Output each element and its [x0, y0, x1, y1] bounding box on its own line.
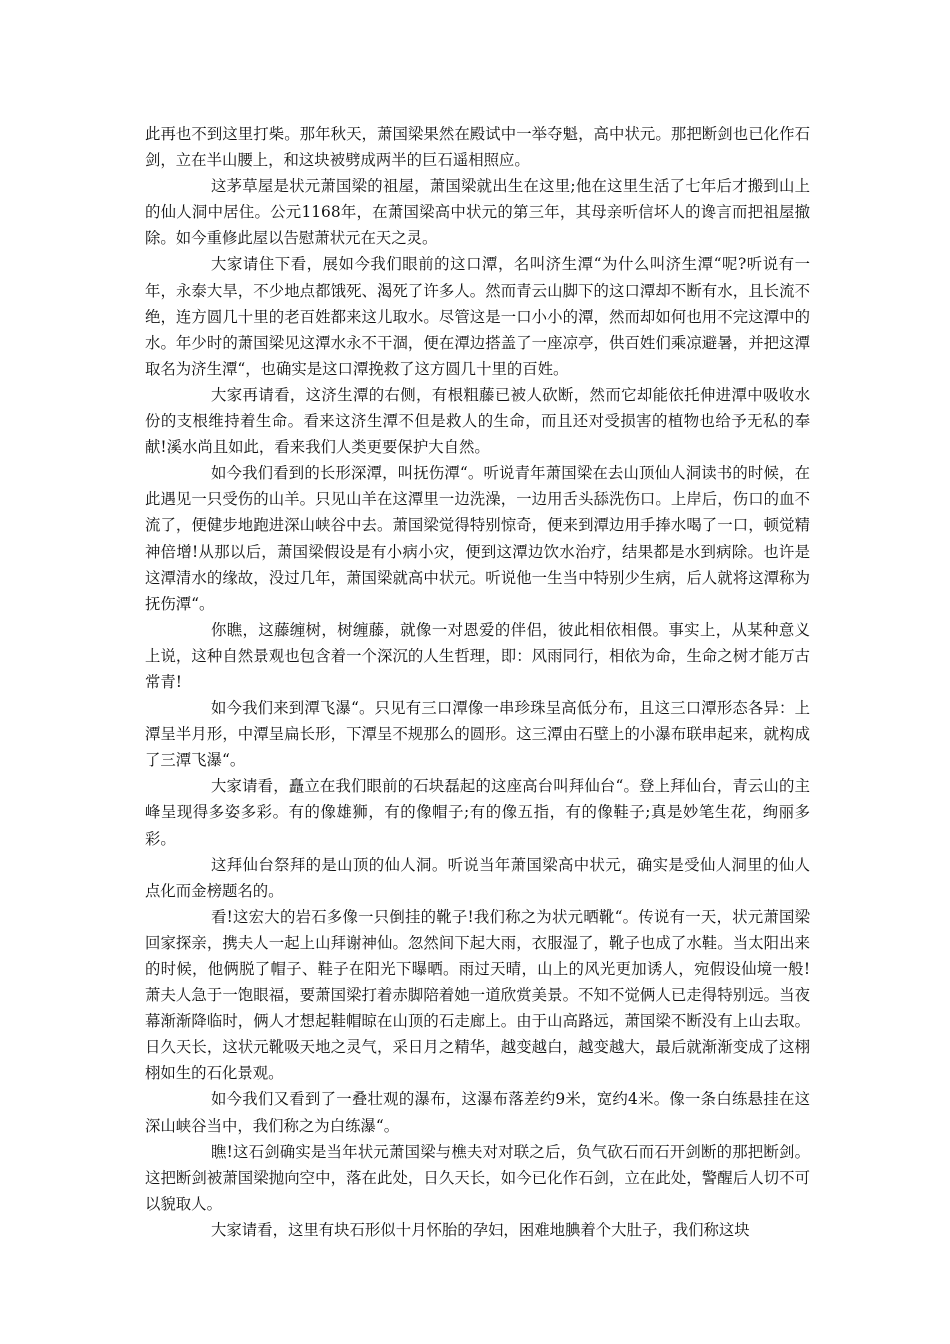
paragraph-6: 你瞧，这藤缠树，树缠藤，就像一对恩爱的伴侣，彼此相依相偎。事实上，从某种意义上说，这种自然景观也包含着一个深沉的人生哲理，即：风雨同行，相依为命，生命之树才能万古常青!	[145, 620, 810, 691]
paragraph-13: 大家请看，这里有块石形似十月怀胎的孕妇，困难地腆着个大肚子，我们称这块	[211, 1220, 750, 1239]
paragraph-4: 大家再请看，这济生潭的右侧，有根粗藤已被人砍断，然而它却能依托伸进潭中吸收水份的支根维持着生命。看来这济生潭不但是救人的生命，而且还对受损害的植物也给予无私的奉献!溪水尚且如此，看来我们人类更要保护大自然。	[145, 385, 810, 457]
paragraph-7: 如今我们来到潭飞瀑“。只见有三口潭像一串珍珠呈高低分布，且这三口潭形态各异：上潭呈半月形，中潭呈扁长形，下潭呈不规那么的圆形。这三潭由石壁上的小瀑布联串起来，就构成了三潭飞瀑“。	[145, 699, 810, 770]
document-body	[145, 121, 810, 1243]
paragraph-1: 此再也不到这里打柴。那年秋天，萧国梁果然在殿试中一举夺魁，高中状元。那把断剑也已化作石剑，立在半山腰上，和这块被劈成两半的巨石遥相照应。	[145, 125, 810, 170]
paragraph-3: 大家请住下看，展如今我们眼前的这口潭，名叫济生潭“为什么叫济生潭“呢?听说有一年，永泰大旱，不少地点都饿死、渴死了许多人。然而青云山脚下的这口潭却不断有水，且长流不绝，连方圆几十里的老百姓都来这儿取水。尽管这是一口小小的潭，然而却如何也用不完这潭中的水。年少时的萧国梁见这潭水永不干涸，便在潭边搭盖了一座凉亭，供百姓们乘凉避暑，并把这潭取名为济生潭“，也确实是这口潭挽救了这方圆几十里的百姓。	[145, 255, 810, 378]
paragraph-12: 瞧!这石剑确实是当年状元萧国梁与樵夫对对联之后，负气砍石而石开剑断的那把断剑。这把断剑被萧国梁抛向空中，落在此处，日久天长，如今已化作石剑，立在此处，警醒后人切不可以貌取人。	[145, 1142, 810, 1213]
paragraph-10: 看!这宏大的岩石多像一只倒挂的靴子!我们称之为状元晒靴“。传说有一天，状元萧国梁回家探亲，携夫人一起上山拜谢神仙。忽然间下起大雨，衣服湿了，靴子也成了水鞋。当太阳出来的时候，他俩脱了帽子、鞋子在阳光下曝晒。雨过天晴，山上的风光更加诱人，宛假设仙境一般!萧夫人急于一饱眼福，要萧国梁打着赤脚陪着她一道欣赏美景。不知不觉俩人已走得特别远。当夜幕渐渐降临时，俩人才想起鞋帽晾在山顶的石走廊上。由于山高路远，萧国梁不断没有上山去取。日久天长，这状元靴吸天地之灵气，采日月之精华，越变越白，越变越大，最后就渐渐变成了这栩栩如生的石化景观。	[145, 907, 810, 1083]
paragraph-8: 大家请看，矗立在我们眼前的石块磊起的这座高台叫拜仙台“。登上拜仙台，青云山的主峰呈现得多姿多彩。有的像雄狮，有的像帽子;有的像五指，有的像鞋子;真是妙笔生花，绚丽多彩。	[145, 777, 810, 848]
paragraph-11: 如今我们又看到了一叠壮观的瀑布，这瀑布落差约9米，宽约4米。像一条白练悬挂在这深山峡谷当中，我们称之为白练瀑“。	[145, 1090, 810, 1135]
paragraph-2: 这茅草屋是状元萧国梁的祖屋，萧国梁就出生在这里;他在这里生活了七年后才搬到山上的仙人洞中居住。公元1168年，在萧国梁高中状元的第三年，其母亲听信坏人的谗言而把祖屋撤除。如今重修此屋以告慰萧状元在天之灵。	[145, 177, 810, 248]
paragraph-5: 如今我们看到的长形深潭，叫抚伤潭“。听说青年萧国梁在去山顶仙人洞读书的时候，在此遇见一只受伤的山羊。只见山羊在这潭里一边洗澡，一边用舌头舔洗伤口。上岸后，伤口的血不流了，便健步地跑进深山峡谷中去。萧国梁觉得特别惊奇，便来到潭边用手捧水喝了一口，顿觉精神倍增!从那以后，萧国梁假设是有小病小灾，便到这潭边饮水治疗，结果都是水到病除。也许是这潭清水的缘故，没过几年，萧国梁就高中状元。听说他一生当中特别少生病，后人就将这潭称为抚伤潭“。	[145, 464, 810, 613]
paragraph-9: 这拜仙台祭拜的是山顶的仙人洞。听说当年萧国梁高中状元，确实是受仙人洞里的仙人点化而金榜题名的。	[145, 855, 810, 900]
